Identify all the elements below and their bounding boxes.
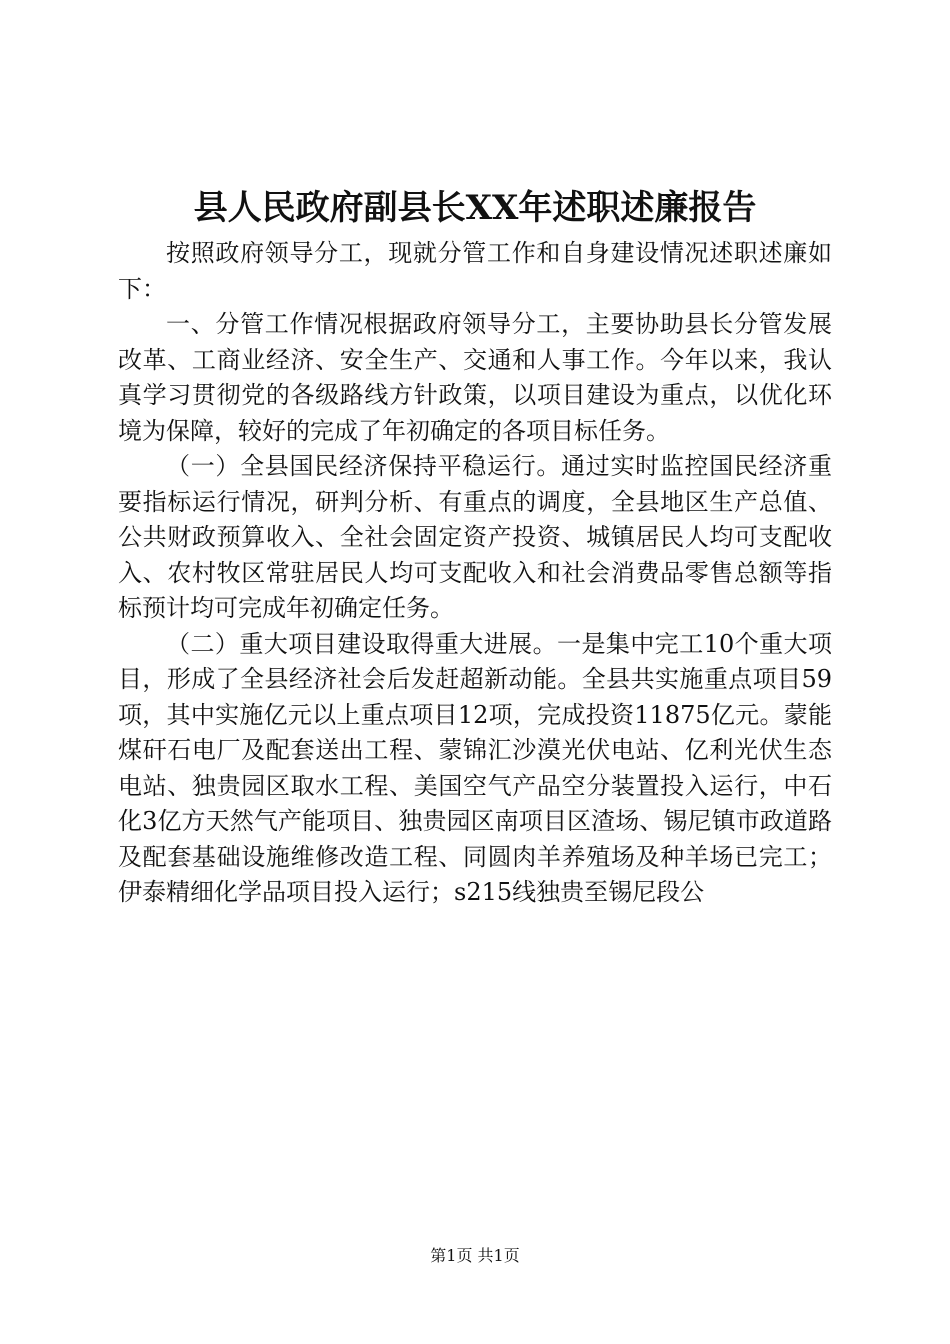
paragraph-section-1: 一、分管工作情况根据政府领导分工，主要协助县长分管发展改革、工商业经济、安全生产、交通和人事工作。今年以来，我认真学习贯彻党的各级路线方针政策，以项目建设为重点，以优化环境为保障，较好的完成了年初确定的各项目标任务。	[118, 310, 832, 445]
paragraph-intro: 按照政府领导分工，现就分管工作和自身建设情况述职述廉如下：	[118, 239, 832, 303]
paragraph-subsection-2: （二）重大项目建设取得重大进展。一是集中完工10个重大项目，形成了全县经济社会后发赶超新动能。全县共实施重点项目59项，其中实施亿元以上重点项目12项，完成投资11875亿元。蒙能煤矸石电厂及配套送出工程、蒙锦汇沙漠光伏电站、亿利光伏生态电站、独贵园区取水工程、美国空气产品空分装置投入运行，中石化3亿方天然气产能项目、独贵园区南项目区渣场、锡尼镇市政道路及配套基础设施维修改造工程、同圆肉羊养殖场及种羊场已完工；伊泰精细化学品项目投入运行；s215线独贵至锡尼段公	[118, 629, 832, 906]
document-body	[118, 236, 832, 911]
page-footer	[0, 1244, 950, 1268]
paragraph-subsection-1: （一）全县国民经济保持平稳运行。通过实时监控国民经济重要指标运行情况，研判分析、有重点的调度，全县地区生产总值、公共财政预算收入、全社会固定资产投资、城镇居民人均可支配收入、农村牧区常驻居民人均可支配收入和社会消费品零售总额等指标预计均可完成年初确定任务。	[118, 452, 832, 622]
page-number: 第1页	[430, 1246, 473, 1265]
document-title: 县人民政府副县长XX年述职述廉报告	[193, 188, 757, 228]
page-total: 共1页	[477, 1246, 520, 1265]
